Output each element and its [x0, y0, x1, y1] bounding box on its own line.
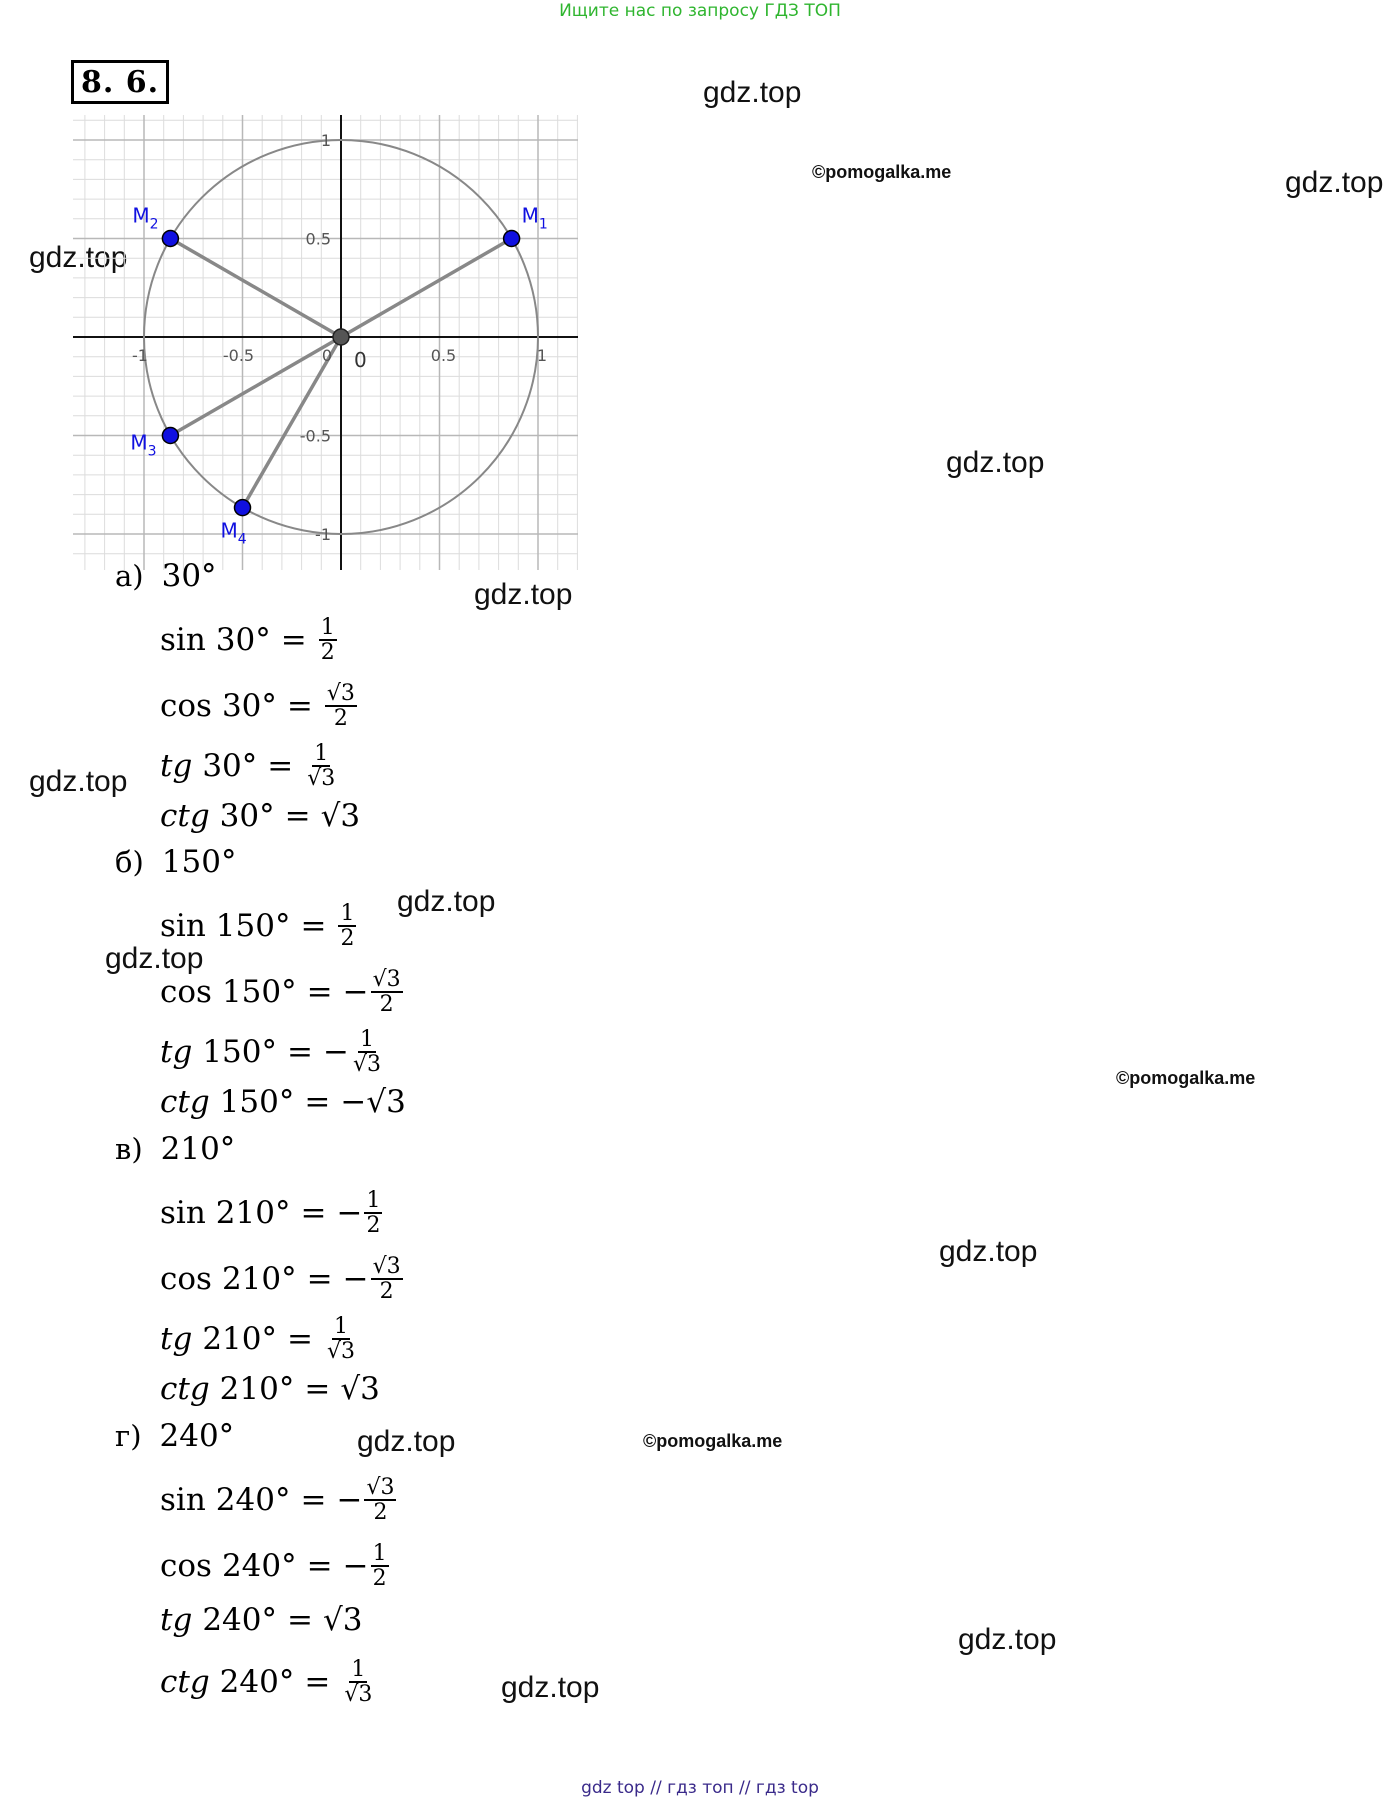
origin-point: [333, 329, 349, 345]
minus-sign: −: [342, 974, 369, 1011]
denominator: 2: [340, 926, 355, 952]
point-label-subscript: 1: [538, 216, 548, 233]
equals-sign: =: [286, 688, 313, 725]
minus-sign: −: [336, 1482, 363, 1519]
section-heading: [115, 844, 236, 880]
numerator: 1: [340, 901, 355, 926]
function-name: cos: [160, 974, 212, 1011]
fraction: [338, 902, 356, 950]
function-argument: 210°: [219, 1371, 295, 1407]
equation-line: [160, 682, 359, 730]
equals-sign: =: [304, 1084, 331, 1120]
function-argument: 30°: [215, 622, 271, 659]
fraction: [364, 1476, 396, 1524]
equals-sign: =: [280, 622, 307, 659]
function-argument: 240°: [215, 1482, 291, 1519]
function-name: sin: [160, 622, 206, 659]
denominator: 2: [373, 1500, 388, 1526]
watermark: gdz.top: [357, 1425, 456, 1458]
point-label: $M_3$: [130, 430, 157, 460]
numerator: √3: [372, 1254, 401, 1279]
numerator: √3: [366, 1475, 395, 1500]
section-heading: [115, 1131, 235, 1167]
function-name: tg: [160, 1602, 193, 1638]
function-argument: 210°: [202, 1321, 277, 1358]
equals-sign: =: [304, 1371, 331, 1407]
function-name: ctg: [160, 798, 210, 834]
equation-line: [160, 742, 339, 790]
denominator: √3: [326, 1339, 355, 1365]
function-argument: 150°: [202, 1034, 277, 1071]
fraction: [351, 1028, 383, 1076]
equals-sign: =: [306, 1548, 333, 1585]
value: √3: [340, 1371, 380, 1407]
radius-line: [341, 239, 512, 338]
denominator: √3: [344, 1682, 373, 1708]
radius-line: [170, 239, 341, 338]
equals-sign: =: [304, 1664, 331, 1701]
fraction: [371, 1542, 389, 1590]
function-name: sin: [160, 1195, 206, 1232]
denominator: 2: [372, 1566, 387, 1592]
x-tick-label: 0.5: [430, 346, 457, 365]
section-angle: 210°: [160, 1131, 236, 1167]
function-argument: 210°: [221, 1261, 297, 1298]
equals-sign: =: [286, 1602, 313, 1638]
equation-line: [160, 616, 339, 664]
function-name: ctg: [160, 1084, 210, 1120]
footer-links[interactable]: gdz top // гдз топ // гдз top: [581, 1778, 819, 1798]
denominator: 2: [379, 992, 394, 1018]
watermark: gdz.top: [29, 765, 128, 798]
origin-label: 0: [354, 348, 367, 372]
watermark: gdz.top: [105, 942, 204, 975]
y-tick-label: -0.5: [299, 426, 331, 446]
denominator: √3: [307, 766, 336, 792]
point-label: $M_4$: [220, 518, 247, 548]
function-name: tg: [160, 748, 193, 785]
x-tick-label: 1: [536, 346, 548, 365]
section-label: в): [115, 1132, 143, 1166]
fraction: [325, 1315, 357, 1363]
x-tick-label: 0: [321, 346, 333, 365]
problem-number: 8. 6.: [71, 60, 169, 104]
function-name: sin: [160, 908, 206, 945]
equation-line: [160, 1602, 362, 1638]
function-argument: 30°: [219, 798, 275, 834]
function-argument: 240°: [221, 1548, 297, 1585]
numerator: 1: [351, 1657, 366, 1682]
function-argument: 30°: [202, 748, 258, 785]
equation-line: [160, 1315, 359, 1363]
function-argument: 150°: [219, 1084, 295, 1120]
numerator: 1: [366, 1188, 381, 1213]
value: √3: [322, 1602, 363, 1638]
equation-line: [160, 902, 358, 950]
numerator: √3: [326, 681, 355, 706]
function-argument: 30°: [221, 688, 277, 725]
denominator: 2: [379, 1279, 394, 1305]
equals-sign: =: [286, 1321, 313, 1358]
watermark: gdz.top: [939, 1235, 1038, 1268]
section-heading: [115, 1418, 234, 1454]
function-name: tg: [160, 1034, 193, 1071]
function-argument: 240°: [219, 1664, 295, 1701]
numerator: 1: [372, 1541, 387, 1566]
copyright-watermark: ©pomogalka.me: [643, 1431, 783, 1451]
fraction: [342, 1658, 374, 1706]
point-label: $M_2$: [132, 203, 159, 233]
equals-sign: =: [284, 798, 311, 834]
y-tick-label: 1: [320, 131, 331, 150]
equals-sign: =: [300, 1482, 327, 1519]
section-angle: 150°: [161, 844, 237, 880]
equation-line: [160, 1476, 398, 1524]
function-name: tg: [160, 1321, 193, 1358]
fraction: [305, 742, 337, 790]
value: √3: [320, 798, 361, 834]
function-argument: 150°: [221, 974, 297, 1011]
minus-sign: −: [340, 1084, 367, 1120]
point-label-subscript: 3: [147, 443, 157, 460]
graph-axes: [73, 115, 578, 570]
equals-sign: =: [306, 1261, 333, 1298]
watermark: gdz.top: [1285, 166, 1384, 199]
equation-line: [160, 1255, 405, 1303]
fraction: [364, 1189, 382, 1237]
function-argument: 150°: [215, 908, 291, 945]
function-name: cos: [160, 1548, 212, 1585]
watermark: gdz.top: [474, 578, 573, 611]
denominator: 2: [366, 1213, 381, 1239]
section-label: б): [115, 845, 144, 879]
point-marker: [235, 500, 251, 516]
point-marker: [162, 231, 178, 247]
x-tick-label: -0.5: [222, 346, 255, 365]
denominator: 2: [320, 640, 335, 666]
fraction: [371, 968, 403, 1016]
function-name: ctg: [160, 1371, 210, 1407]
watermark: gdz.top: [501, 1671, 600, 1704]
watermark: gdz.top: [29, 241, 128, 274]
watermark: gdz.top: [946, 446, 1045, 479]
x-tick-label: -1: [132, 346, 148, 365]
numerator: 1: [333, 1314, 348, 1339]
equation-line: [160, 1189, 384, 1237]
minus-sign: −: [336, 1195, 363, 1232]
numerator: 1: [359, 1027, 374, 1052]
value: √3: [366, 1084, 406, 1120]
fraction: [371, 1255, 403, 1303]
fraction: [325, 682, 357, 730]
minus-sign: −: [342, 1548, 369, 1585]
denominator: √3: [352, 1052, 381, 1078]
equation-line: [160, 1084, 406, 1120]
equals-sign: =: [306, 974, 333, 1011]
equation-line: [160, 1028, 385, 1076]
equation-line: [160, 968, 405, 1016]
point-label-subscript: 4: [237, 531, 247, 548]
function-argument: 210°: [215, 1195, 291, 1232]
section-angle: 240°: [159, 1418, 235, 1454]
function-argument: 240°: [202, 1602, 277, 1638]
point-label-subscript: 2: [149, 216, 159, 233]
numerator: 1: [320, 615, 335, 640]
unit-circle-graph: [73, 115, 578, 570]
y-tick-label: -1: [315, 525, 331, 544]
watermark: gdz.top: [958, 1623, 1057, 1656]
header-search-link[interactable]: Ищите нас по запросу ГДЗ ТОП: [559, 1, 841, 21]
equals-sign: =: [286, 1034, 313, 1071]
equation-line: [160, 1658, 376, 1706]
watermark: gdz.top: [397, 885, 496, 918]
section-label: г): [115, 1419, 142, 1453]
section-angle: 30°: [161, 558, 217, 594]
y-tick-label: 0.5: [305, 229, 331, 249]
numerator: √3: [372, 967, 401, 992]
graph-grid: [73, 115, 578, 570]
minus-sign: −: [342, 1261, 369, 1298]
copyright-watermark: ©pomogalka.me: [1116, 1068, 1256, 1088]
fraction: [319, 616, 337, 664]
radius-line: [170, 337, 341, 436]
equation-line: [160, 1542, 391, 1590]
function-name: sin: [160, 1482, 206, 1519]
function-name: ctg: [160, 1664, 210, 1701]
equation-line: [160, 798, 360, 834]
minus-sign: −: [322, 1034, 349, 1071]
function-name: cos: [160, 1261, 212, 1298]
point-marker: [504, 231, 520, 247]
point-label: $M_1$: [521, 203, 548, 233]
equals-sign: =: [300, 908, 327, 945]
equation-line: [160, 1371, 380, 1407]
equals-sign: =: [300, 1195, 327, 1232]
denominator: 2: [333, 706, 348, 732]
watermark: gdz.top: [703, 76, 802, 109]
section-label: а): [115, 559, 144, 593]
numerator: 1: [314, 741, 329, 766]
function-name: cos: [160, 688, 212, 725]
copyright-watermark: ©pomogalka.me: [812, 162, 952, 182]
point-marker: [162, 428, 178, 444]
section-heading: [115, 558, 217, 594]
equals-sign: =: [267, 748, 294, 785]
